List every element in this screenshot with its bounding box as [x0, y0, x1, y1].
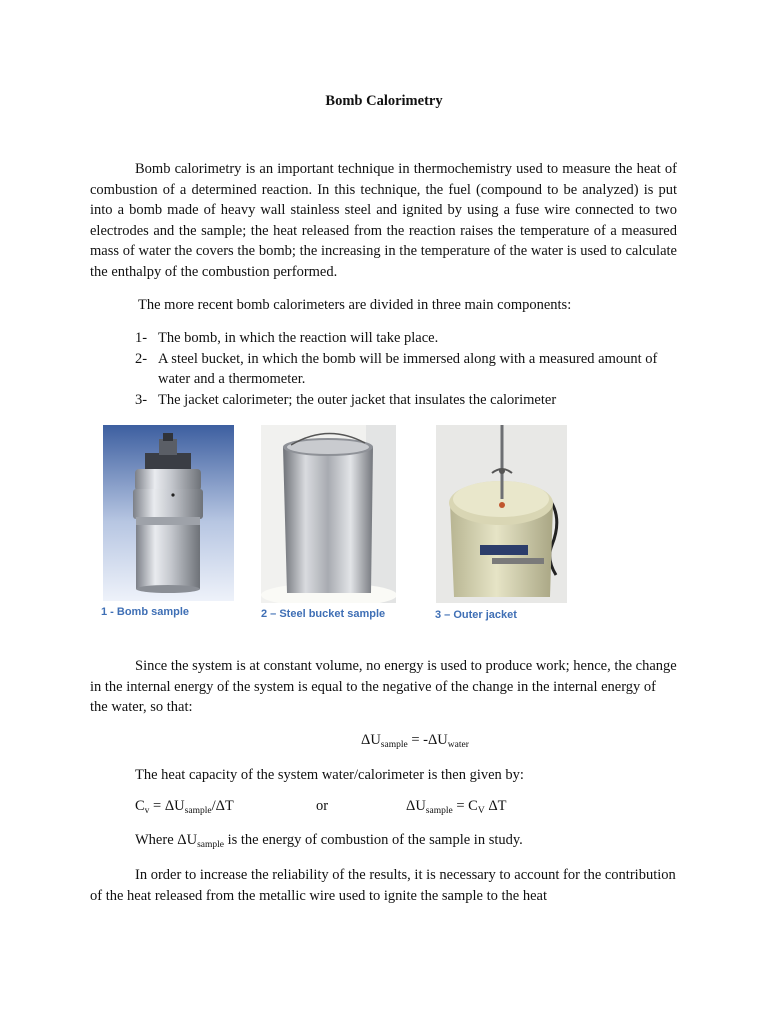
- equation-text: /ΔT: [211, 798, 234, 814]
- equation-text: = ΔU: [149, 798, 185, 814]
- equation-text: Where ΔU: [135, 832, 198, 848]
- page-title: Bomb Calorimetry: [325, 93, 443, 109]
- list-number: 1-: [135, 330, 148, 346]
- list-item: [135, 328, 677, 349]
- components-intro: The more recent bomb calorimeters are divided in three main components:: [138, 297, 572, 313]
- steel-bucket-photo: [261, 425, 396, 603]
- list-text: The jacket calorimeter; the outer jacket that insulates the calorimeter: [158, 391, 557, 408]
- equation-text: C: [135, 798, 145, 814]
- equation-subscript: V: [477, 806, 485, 816]
- figure-caption: 1 - Bomb sample: [101, 606, 190, 618]
- equation-subscript: sample: [197, 840, 224, 850]
- heat-capacity-text: The heat capacity of the system water/calorimeter is then given by:: [135, 767, 524, 783]
- list-text: The bomb, in which the reaction will take place.: [158, 330, 439, 346]
- bomb-photo: [103, 425, 234, 601]
- equation-subscript: sample: [425, 806, 453, 816]
- equation-text: ΔU: [361, 732, 381, 748]
- figure-caption: 2 – Steel bucket sample: [261, 608, 386, 620]
- equation-text: ΔT: [484, 798, 507, 814]
- components-list: [135, 328, 677, 410]
- equation-subscript: water: [447, 740, 469, 750]
- figure-caption: 3 – Outer jacket: [435, 609, 517, 621]
- where-sentence: [135, 832, 523, 849]
- reliability-paragraph: In order to increase the reliability of the results, it is necessary to account for the contribution of the heat released from the metallic wire used to ignite the sample to the heat: [90, 867, 676, 904]
- equation-subscript: v: [144, 806, 150, 816]
- list-text: A steel bucket, in which the bomb will be immersed along with a measured amount of water and a thermometer.: [158, 350, 658, 388]
- list-number: 3-: [135, 391, 148, 408]
- equation-text: = -ΔU: [407, 732, 448, 748]
- equation-heat-capacity: [135, 798, 234, 815]
- equation-internal-energy: [361, 732, 469, 749]
- equation-or: or: [316, 798, 329, 814]
- equation-energy-sample: [406, 798, 507, 815]
- constant-volume-paragraph: Since the system is at constant volume, no energy is used to produce work; hence, the change in the internal energy of the system is equal to the negative of the change in the internal energy of the water, so that:: [90, 658, 677, 716]
- list-item: [135, 349, 677, 390]
- equation-text: ΔU: [406, 798, 426, 814]
- list-number: 2-: [135, 350, 148, 367]
- outer-jacket-photo: [436, 425, 567, 603]
- list-item: [135, 390, 677, 411]
- equation-text: = C: [452, 798, 478, 814]
- equation-subscript: sample: [380, 740, 408, 750]
- equation-subscript: sample: [184, 806, 212, 816]
- intro-paragraph: Bomb calorimetry is an important technique in thermochemistry used to measure the heat of combustion of a determined reaction. In this technique, the fuel (compound to be analyzed) is put into a bomb made of heavy wall stainless steel and ignited by using a fuse wire connected to two electrodes and the sample; the heat released from the reaction raises the temperature of a measured mass of water the covers the bomb; the increasing in the temperature of the water is used to calculate the enthalpy of the combustion performed.: [90, 161, 677, 280]
- equation-text: is the energy of combustion of the sample in study.: [223, 832, 523, 848]
